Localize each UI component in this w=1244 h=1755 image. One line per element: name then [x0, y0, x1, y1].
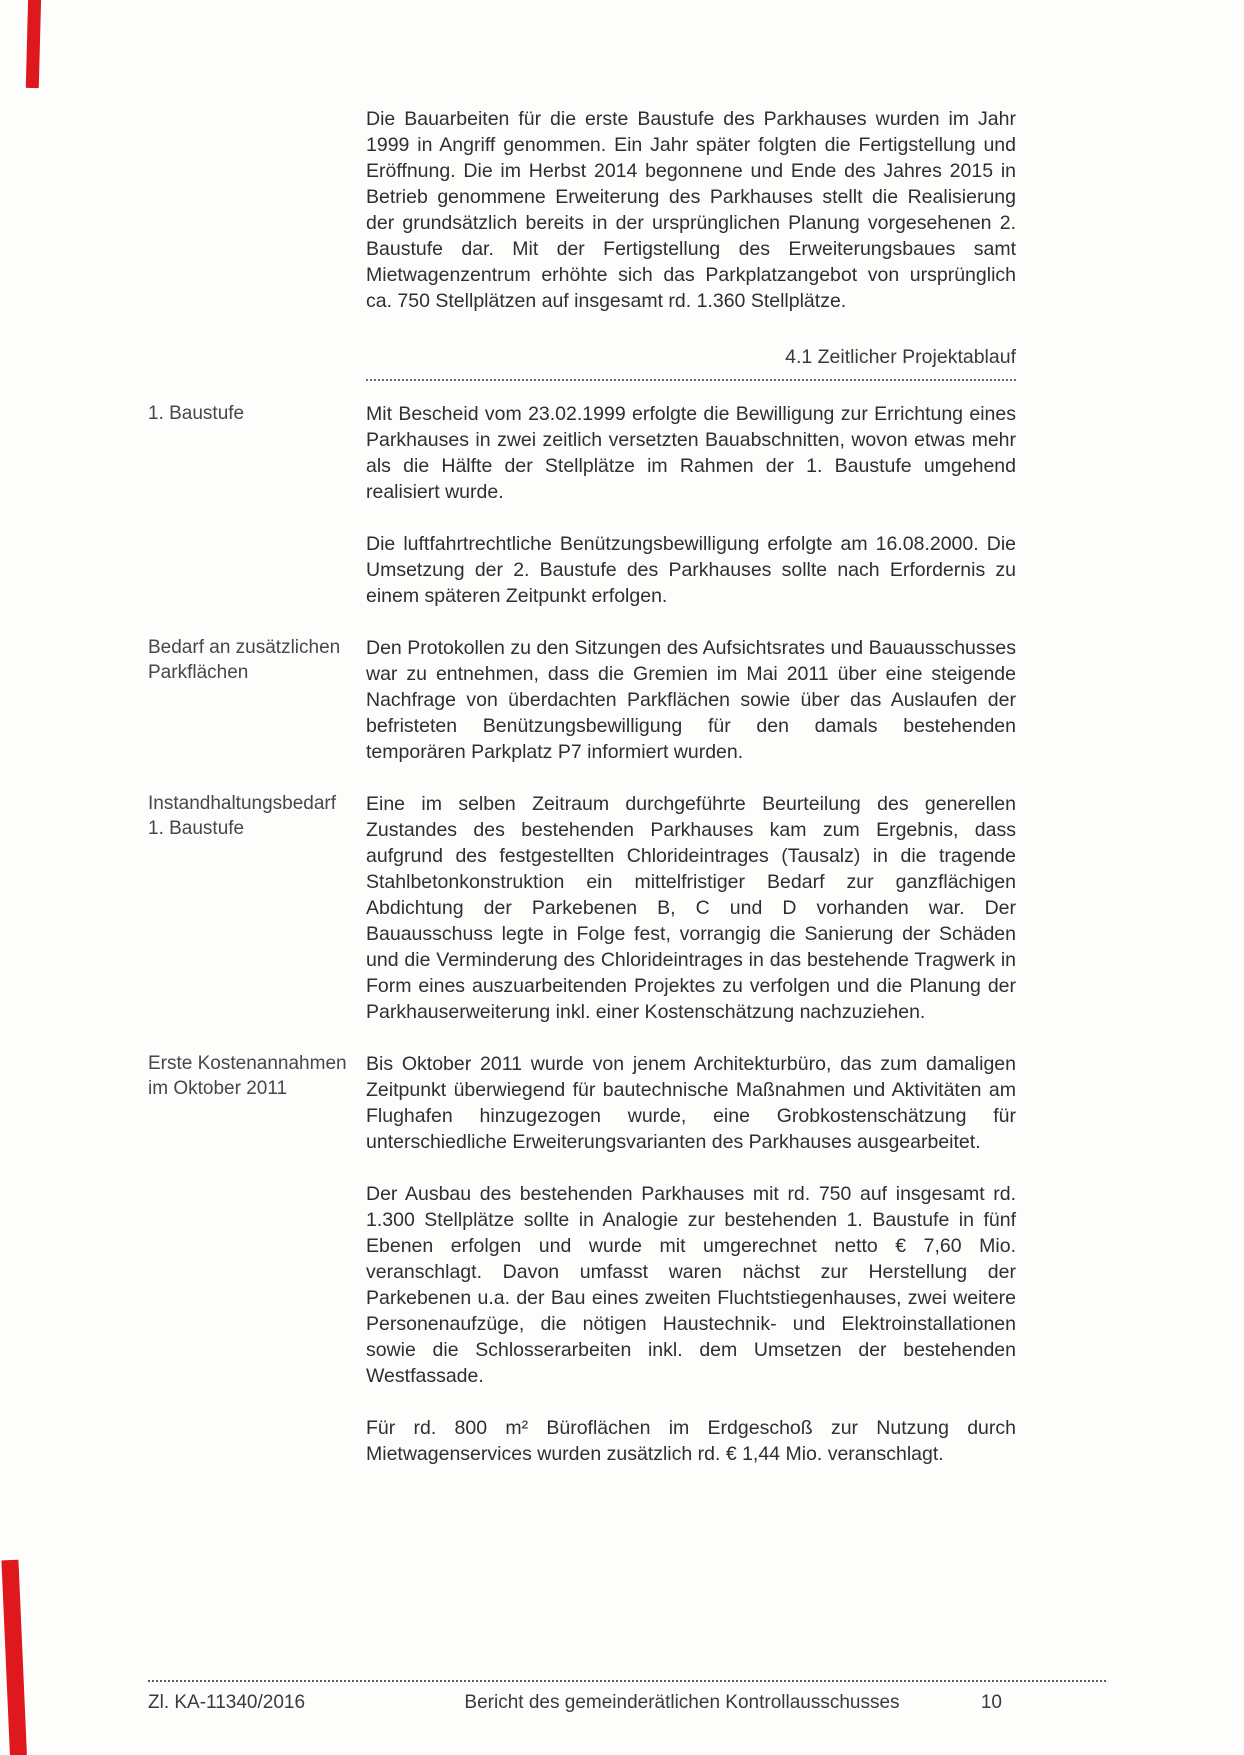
section-paragraph: Eine im selben Zeitraum durchgeführte Beurteilung des generellen Zustandes des bestehenden Parkhauses kam zum Ergebnis, dass aufgrund des festgestellten Chlorideintrages (Tausalz) in die tragende Stahlbetonkonstruktion ein mittelfristiger Bedarf zur ganzflächigen Abdichtung der Parkebenen B, C und D vorhanden war. Der Bauausschuss legte in Folge fest, vorrangig die Sanierung der Schäden und die Verminderung des Chlorideintrages in das bestehende Tragwerk in Form eines auszuarbeitenden Projektes zu verfolgen und die Planung der Parkhauserweiterung inkl. einer Kostenschätzung nachzuziehen. [366, 793, 1016, 1023]
section-paragraph: Den Protokollen zu den Sitzungen des Aufsichtsrates und Bauausschusses war zu entnehmen, dass die Gremien im Mai 2011 über eine steigende Nachfrage von überdachten Parkflächen sowie über das Auslaufen der befristeten Benützungsbewilligung für den damals bestehenden temporären Parkplatz P7 informiert wurden. [366, 637, 1016, 763]
footer-title: Bericht des gemeinderätlichen Kontrollausschusses [464, 1692, 900, 1713]
section-label: Erste Kostenannahmen im Oktober 2011 [148, 1053, 347, 1099]
footer-dotted-rule [148, 1680, 1106, 1682]
section-bedarf-parkflaechen [148, 635, 1016, 791]
intro-paragraph: Die Bauarbeiten für die erste Baustufe des Parkhauses wurden im Jahr 1999 in Angriff genommen. Ein Jahr später folgten die Fertigstellung und Eröffnung. Die im Herbst 2014 begonnene und Ende des Jahres 2015 in Betrieb genommene Erweiterung des Parkhauses stellt die Realisierung der grundsätzlich bereits in der ursprünglichen Planung vorgesehenen 2. Baustufe dar. Mit der Fertigstellung des Erweiterungsbaues samt Mietwagenzentrum erhöhte sich das Parkplatzangebot von ursprünglich ca. 750 Stellplätzen auf insgesamt rd. 1.360 Stellplätze. [366, 108, 1016, 312]
section-text-column [366, 791, 1016, 1051]
section-paragraph: Die luftfahrtrechtliche Benützungsbewilligung erfolgte am 16.08.2000. Die Umsetzung der 2. Baustufe des Parkhauses sollte nach Erfordernis zu einem späteren Zeitpunkt erfolgen. [366, 533, 1016, 607]
intro-text-column [366, 106, 1016, 340]
section-label: Bedarf an zusätzlichen Parkflächen [148, 637, 341, 683]
intro-block [148, 106, 1016, 340]
section-paragraph: Der Ausbau des bestehenden Parkhauses mit rd. 750 auf insgesamt rd. 1.300 Stellplätze sollte in Analogie zur bestehenden 1. Baustufe in fünf Ebenen erfolgen und wurde mit umgerechnet netto € 7,60 Mio. veranschlagt. Davon umfasst waren nächst zur Herstellung der Parkebenen u.a. der Bau eines zweiten Fluchtstiegenhauses, zwei weitere Personenaufzüge, die nötigen Haustechnik- und Elektroinstallationen sowie die Schlosserarbeiten inkl. dem Umsetzen der bestehenden Westfassade. [366, 1183, 1016, 1387]
footer-doc-ref: Zl. KA-11340/2016 [148, 1692, 306, 1713]
section-paragraph: Mit Bescheid vom 23.02.1999 erfolgte die Bewilligung zur Errichtung eines Parkhauses in zwei zeitlich versetzten Bauabschnitten, wovon etwas mehr als die Hälfte der Stellplätze im Rahmen der 1. Baustufe umgehend realisiert wurde. [366, 403, 1016, 503]
heading-block [148, 344, 1016, 381]
red-scan-mark-top [26, 0, 41, 88]
section-heading: 4.1 Zeitlicher Projektablauf [366, 344, 1016, 381]
section-instandhaltungsbedarf [148, 791, 1016, 1051]
heading-column [366, 344, 1016, 381]
red-scan-mark-bottom [1, 1560, 27, 1755]
footer-row [148, 1691, 1016, 1715]
section-paragraph: Für rd. 800 m² Büroflächen im Erdgeschoß zur Nutzung durch Mietwagenservices wurden zusätzlich rd. € 1,44 Mio. veranschlagt. [366, 1417, 1016, 1465]
page-footer [148, 1680, 1106, 1715]
section-paragraph: Bis Oktober 2011 wurde von jenem Architekturbüro, das zum damaligen Zeitpunkt überwiegend für bautechnische Maßnahmen und Aktivitäten am Flughafen hinzugezogen wurde, eine Grobkostenschätzung für unterschiedliche Erweiterungsvarianten des Parkhauses ausgearbeitet. [366, 1053, 1016, 1153]
section-text-column [366, 401, 1016, 635]
section-text-column [366, 635, 1016, 791]
section-erste-kostenannahmen [148, 1051, 1016, 1493]
section-text-column [366, 1051, 1016, 1493]
section-baustufe-1 [148, 401, 1016, 635]
page-content [148, 106, 1016, 1493]
section-label: 1. Baustufe [148, 403, 245, 424]
footer-page-number: 10 [980, 1692, 1002, 1713]
section-label: Instandhaltungsbedarf 1. Baustufe [148, 793, 337, 839]
